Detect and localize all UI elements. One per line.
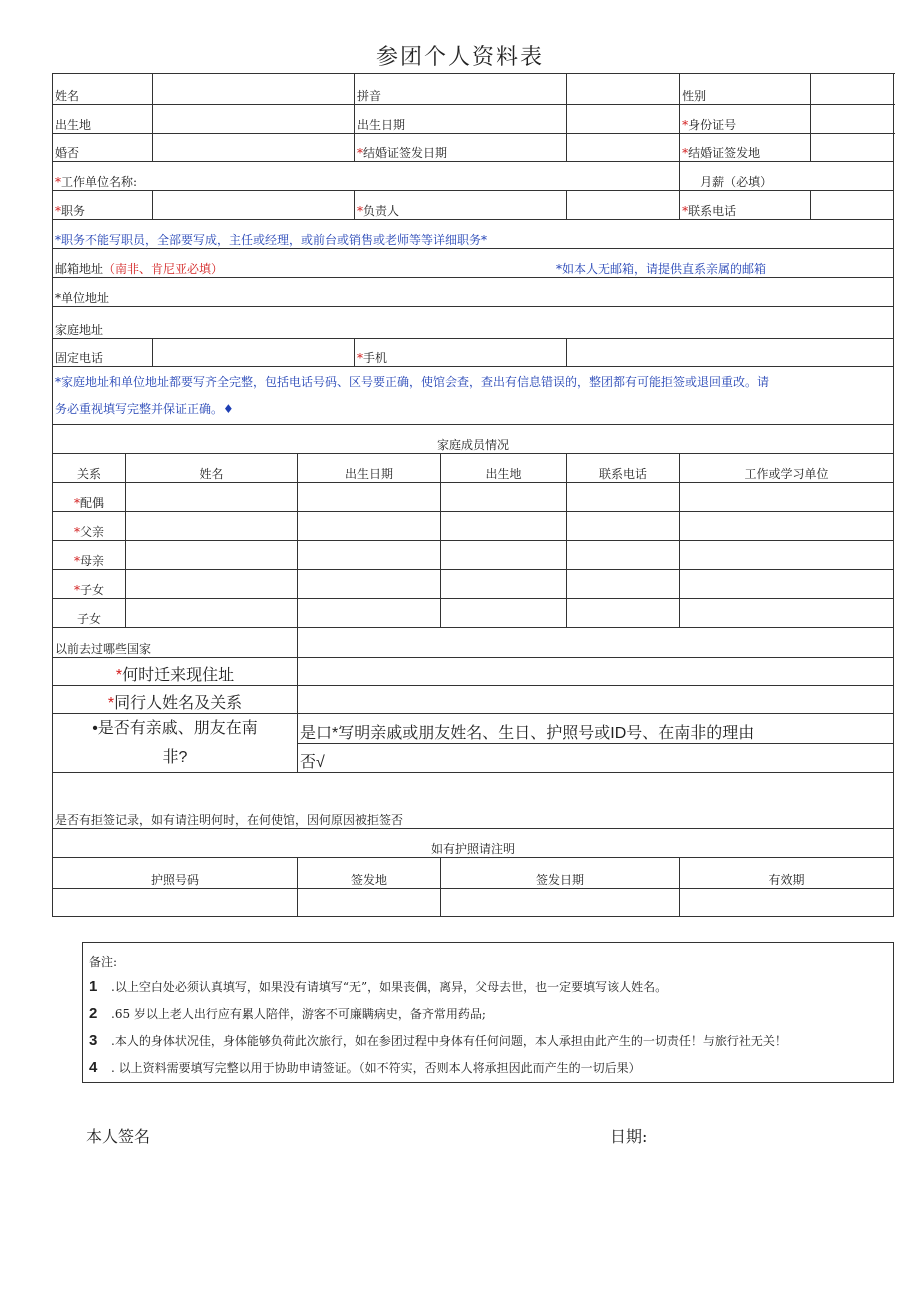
required-star: * — [682, 146, 689, 160]
family-phone-cell[interactable] — [567, 541, 680, 570]
required-star: * — [73, 496, 80, 510]
countries-field[interactable] — [298, 628, 894, 658]
notes-box — [82, 942, 894, 1083]
manager-field[interactable] — [567, 191, 680, 220]
table-row — [53, 599, 894, 628]
family-header-birthdate: 出生日期 — [298, 454, 441, 483]
required-star: * — [357, 351, 364, 365]
family-header-birthplace: 出生地 — [441, 454, 567, 483]
mobile-field[interactable] — [567, 339, 894, 367]
family-birthplace-cell[interactable] — [441, 570, 567, 599]
family-birthplace-cell[interactable] — [441, 541, 567, 570]
id-number-field[interactable] — [811, 105, 894, 134]
family-work-cell[interactable] — [680, 541, 894, 570]
id-number-label: *身份证号 — [680, 105, 811, 134]
family-name-cell[interactable] — [126, 570, 298, 599]
passport-header-number: 护照号码 — [53, 858, 298, 889]
required-star: * — [107, 695, 115, 712]
family-name-cell[interactable] — [126, 512, 298, 541]
family-name-cell[interactable] — [126, 541, 298, 570]
marriage-cert-place-field[interactable] — [811, 134, 894, 162]
passport-place-field[interactable] — [298, 889, 441, 917]
family-birthplace-cell[interactable] — [441, 599, 567, 628]
phone-field[interactable] — [811, 191, 894, 220]
required-star: * — [115, 667, 123, 684]
marriage-cert-date-field[interactable] — [567, 134, 680, 162]
family-phone-cell[interactable] — [567, 570, 680, 599]
marriage-cert-date-label: *结婚证签发日期 — [355, 134, 567, 162]
note-item: 4 . 以上资料需要填写完整以用于协助申请签证。（如不符实，否则本人将承担因此而产生的一切后果） — [89, 1059, 641, 1076]
required-star: * — [682, 118, 689, 132]
landline-label: 固定电话 — [53, 339, 153, 367]
date-label: 日期: — [610, 1127, 648, 1146]
application-form-table — [52, 73, 894, 917]
relatives-question: •是否有亲戚、朋友在南 非? — [53, 714, 298, 773]
family-work-cell[interactable] — [680, 512, 894, 541]
family-relation: *配偶 — [53, 483, 126, 512]
passport-date-field[interactable] — [441, 889, 680, 917]
required-star: * — [357, 146, 364, 160]
note-item: 1 .以上空白处必须认真填写，如果没有请填写“无”，如果丧偶，离异，父母去世，也一定要填写该人姓名。 — [89, 978, 668, 995]
table-row — [53, 541, 894, 570]
birthdate-field[interactable] — [567, 105, 680, 134]
manager-label: *负责人 — [355, 191, 567, 220]
refusal-field[interactable]: 是否有拒签记录，如有请注明何时，在何使馆，因何原因被拒签否 — [53, 773, 894, 829]
gender-field[interactable] — [811, 74, 894, 105]
salary-field[interactable]: 月薪（必填） — [680, 162, 894, 191]
marital-label: 婚否 — [53, 134, 153, 162]
move-in-label: *何时迁来现住址 — [53, 658, 298, 686]
required-star: * — [55, 175, 61, 189]
table-row — [53, 512, 894, 541]
pinyin-label: 拼音 — [355, 74, 567, 105]
relatives-yes-option[interactable]: 是口*写明亲戚或朋友姓名、生日、护照号或ID号、在南非的理由 — [298, 714, 894, 744]
family-relation: *父亲 — [53, 512, 126, 541]
family-phone-cell[interactable] — [567, 599, 680, 628]
family-phone-cell[interactable] — [567, 512, 680, 541]
phone-label: *联系电话 — [680, 191, 811, 220]
passport-section-title: 如有护照请注明 — [53, 829, 894, 858]
note-item: 2 .65 岁以上老人出行应有累人陪伴，游客不可廉瞒病史，备齐常用药品; — [89, 1005, 486, 1022]
required-star: * — [55, 204, 61, 218]
family-section-title: 家庭成员情况 — [53, 425, 894, 454]
marriage-cert-place-label: *结婚证签发地 — [680, 134, 811, 162]
required-star: * — [73, 554, 80, 568]
birthplace-field[interactable] — [153, 105, 355, 134]
passport-header-date: 签发日期 — [441, 858, 680, 889]
marital-field[interactable] — [153, 134, 355, 162]
address-note: *家庭地址和单位地址都要写齐全完整，包括电话号码、区号要正确，使馆会查，查出有信息错误的，整团都有可能拒签或退回重改。请 务必重视填写完整并保证正确。♦ — [53, 367, 894, 425]
position-note: *职务不能写职员，全部要写成，主任或经理，或前台或销售或老师等等详细职务* — [53, 220, 894, 249]
companions-label: *同行人姓名及关系 — [53, 686, 298, 714]
family-birthdate-cell[interactable] — [298, 599, 441, 628]
email-note: *如本人无邮箱，请提供直系亲属的邮箱 — [556, 262, 767, 276]
family-header-phone: 联系电话 — [567, 454, 680, 483]
required-star: * — [73, 583, 80, 597]
pinyin-field[interactable] — [567, 74, 680, 105]
move-in-field[interactable] — [298, 658, 894, 686]
family-relation: 子女 — [53, 599, 126, 628]
work-address-field[interactable]: *单位地址 — [53, 278, 894, 307]
table-row — [53, 483, 894, 512]
family-birthdate-cell[interactable] — [298, 541, 441, 570]
family-phone-cell[interactable] — [567, 483, 680, 512]
name-label: 姓名 — [53, 74, 153, 105]
page-title: 参团个人资料表 — [375, 45, 544, 70]
passport-header-expiry: 有效期 — [680, 858, 894, 889]
family-birthdate-cell[interactable] — [298, 512, 441, 541]
family-birthdate-cell[interactable] — [298, 483, 441, 512]
relatives-no-option[interactable]: 否√ — [298, 743, 894, 773]
family-header-name: 姓名 — [126, 454, 298, 483]
mobile-label: *手机 — [355, 339, 567, 367]
position-field[interactable] — [153, 191, 355, 220]
family-relation: *子女 — [53, 570, 126, 599]
passport-expiry-field[interactable] — [680, 889, 894, 917]
family-birthplace-cell[interactable] — [441, 512, 567, 541]
notes-heading: 备注: — [89, 955, 118, 969]
passport-number-field[interactable] — [53, 889, 298, 917]
family-birthplace-cell[interactable] — [441, 483, 567, 512]
signature-label: 本人签名 — [86, 1127, 151, 1146]
family-work-cell[interactable] — [680, 599, 894, 628]
required-star: * — [682, 204, 689, 218]
family-relation: *母亲 — [53, 541, 126, 570]
family-name-cell[interactable] — [126, 483, 298, 512]
family-header-work: 工作或学习单位 — [680, 454, 894, 483]
position-label: *职务 — [53, 191, 153, 220]
email-field[interactable]: 邮箱地址（南非、肯尼亚必填） *如本人无邮箱，请提供直系亲属的邮箱 — [53, 249, 894, 278]
note-item: 3 .本人的身体状况佳，身体能够负荷此次旅行，如在参团过程中身体有任何问题，本人承担由此产生的一切责任！与旅行社无关！ — [89, 1032, 787, 1049]
family-work-cell[interactable] — [680, 570, 894, 599]
birthplace-label: 出生地 — [53, 105, 153, 134]
family-work-cell[interactable] — [680, 483, 894, 512]
name-field[interactable] — [153, 74, 355, 105]
birthdate-label: 出生日期 — [355, 105, 567, 134]
employer-field[interactable]: *工作单位名称: — [53, 162, 680, 191]
family-header-relation: 关系 — [53, 454, 126, 483]
required-star: * — [73, 525, 80, 539]
countries-label: 以前去过哪些国家 — [53, 628, 298, 658]
passport-header-place: 签发地 — [298, 858, 441, 889]
companions-field[interactable] — [298, 686, 894, 714]
gender-label: 性别 — [680, 74, 811, 105]
landline-field[interactable] — [153, 339, 355, 367]
family-name-cell[interactable] — [126, 599, 298, 628]
table-row — [53, 570, 894, 599]
required-star: * — [357, 204, 364, 218]
home-address-field[interactable]: 家庭地址 — [53, 307, 894, 339]
family-birthdate-cell[interactable] — [298, 570, 441, 599]
